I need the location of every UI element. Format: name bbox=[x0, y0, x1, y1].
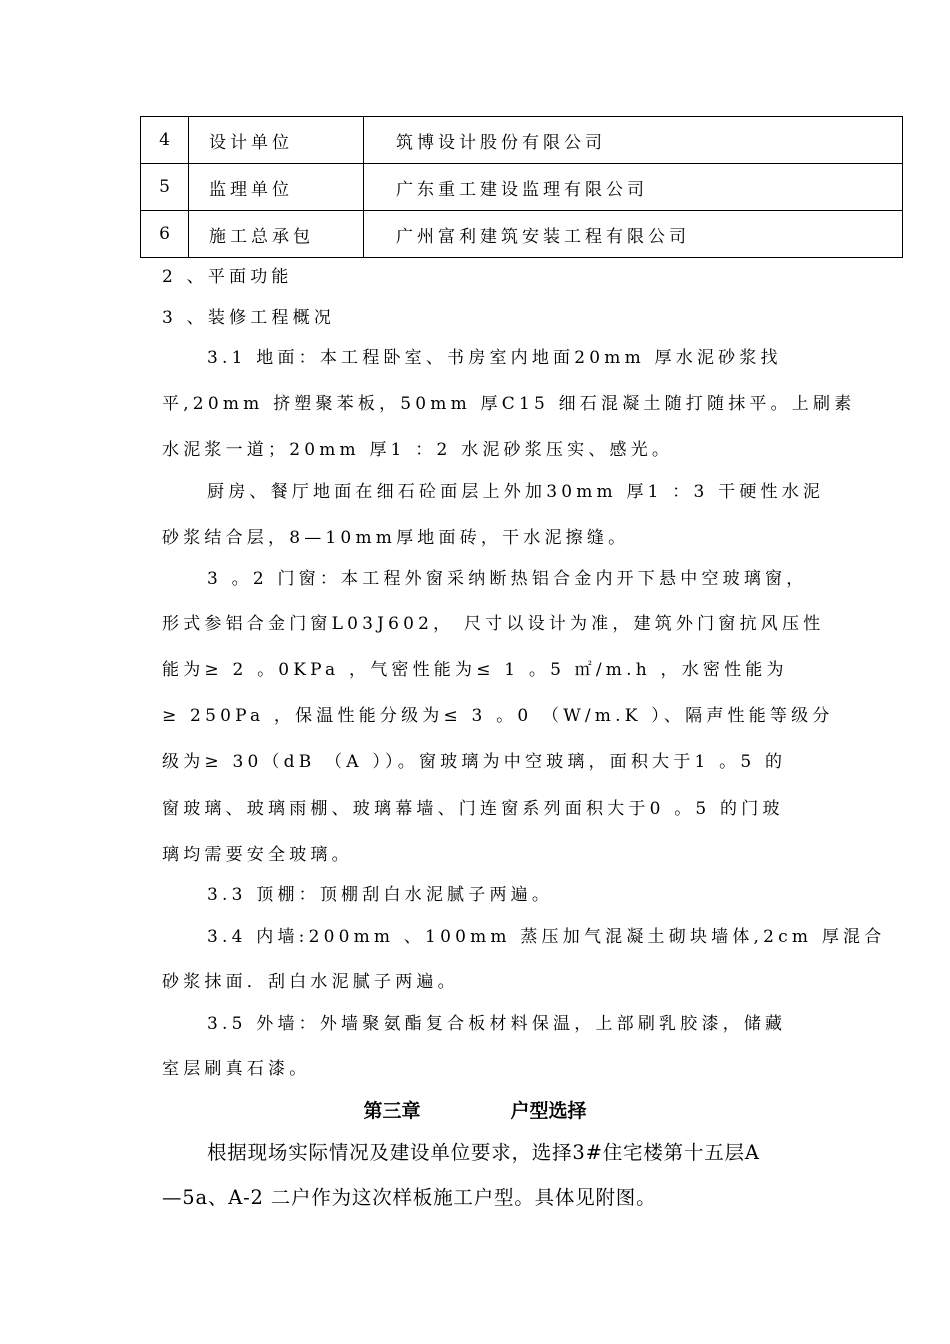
row-number: 4 bbox=[141, 117, 189, 164]
closing-paragraph-line: —5a、A-2 二户作为这次样板施工户型。具体见附图。 bbox=[162, 1186, 657, 1209]
chapter-title: 户型选择 bbox=[510, 1100, 587, 1122]
row-item: 监理单位 bbox=[189, 164, 364, 211]
paragraph-line: 平,20mm 挤塑聚苯板，50mm 厚C15 细石混凝土随打随抹平。上刷素 bbox=[162, 394, 856, 414]
row-number: 5 bbox=[141, 164, 189, 211]
section-heading-decoration: 3 、装修工程概况 bbox=[162, 308, 336, 328]
paragraph-line: 窗玻璃、玻璃雨棚、玻璃幕墙、门连窗系列面积大于0 。5 的门玻 bbox=[162, 799, 784, 819]
chapter-number: 第三章 bbox=[363, 1100, 421, 1122]
project-info-table bbox=[140, 116, 903, 258]
row-value: 广州富利建筑安装工程有限公司 bbox=[364, 211, 903, 258]
paragraph-line: 厨房、餐厅地面在细石砼面层上外加30mm 厚1 ：3 干硬性水泥 bbox=[207, 482, 825, 502]
row-value: 筑博设计股份有限公司 bbox=[364, 117, 903, 164]
paragraph-line: ≥ 250Pa ，保温性能分级为≤ 3 。0 （W/m.K ）、隔声性能等级分 bbox=[162, 706, 834, 726]
table-row bbox=[141, 211, 903, 258]
paragraph-line: 室层刷真石漆。 bbox=[162, 1059, 311, 1079]
table-row bbox=[141, 117, 903, 164]
row-item: 设计单位 bbox=[189, 117, 364, 164]
paragraph-line: 形式参铝合金门窗L03J602， 尺寸以设计为准，建筑外门窗抗风压性 bbox=[162, 614, 825, 634]
paragraph-line: 砂浆结合层，8—10mm厚地面砖，干水泥擦缝。 bbox=[162, 528, 630, 548]
paragraph-line: 3.5 外墙：外墙聚氨酯复合板材料保温，上部刷乳胶漆，储藏 bbox=[207, 1014, 787, 1034]
paragraph-line: 能为≥ 2 。0KPa ，气密性能为≤ 1 。5 ㎡/m.h ，水密性能为 bbox=[162, 660, 788, 680]
paragraph-line: 水泥浆一道；20mm 厚1 ：2 水泥砂浆压实、感光。 bbox=[162, 440, 674, 460]
paragraph-line: 3 。2 门窗：本工程外窗采纳断热铝合金内开下悬中空玻璃窗， bbox=[207, 569, 808, 589]
table-row bbox=[141, 164, 903, 211]
paragraph-line: 璃均需要安全玻璃。 bbox=[162, 845, 353, 865]
section-heading-layout: 2 、平面功能 bbox=[162, 267, 293, 287]
paragraph-line: 3.3 顶棚：顶棚刮白水泥腻子两遍。 bbox=[207, 885, 554, 905]
row-number: 6 bbox=[141, 211, 189, 258]
paragraph-line: 级为≥ 30（dB （A ））。窗玻璃为中空玻璃，面积大于1 。5 的 bbox=[162, 752, 787, 772]
paragraph-line: 3.1 地面：本工程卧室、书房室内地面20mm 厚水泥砂浆找 bbox=[207, 348, 782, 368]
row-value: 广东重工建设监理有限公司 bbox=[364, 164, 903, 211]
paragraph-line: 3.4 内墙:200mm 、100mm 蒸压加气混凝土砌块墙体,2cm 厚混合 bbox=[207, 927, 886, 947]
closing-paragraph-line: 根据现场实际情况及建设单位要求，选择3#住宅楼第十五层A bbox=[207, 1141, 760, 1164]
chapter-heading bbox=[0, 1096, 950, 1123]
row-item: 施工总承包 bbox=[189, 211, 364, 258]
paragraph-line: 砂浆抹面．刮白水泥腻子两遍。 bbox=[162, 972, 459, 992]
